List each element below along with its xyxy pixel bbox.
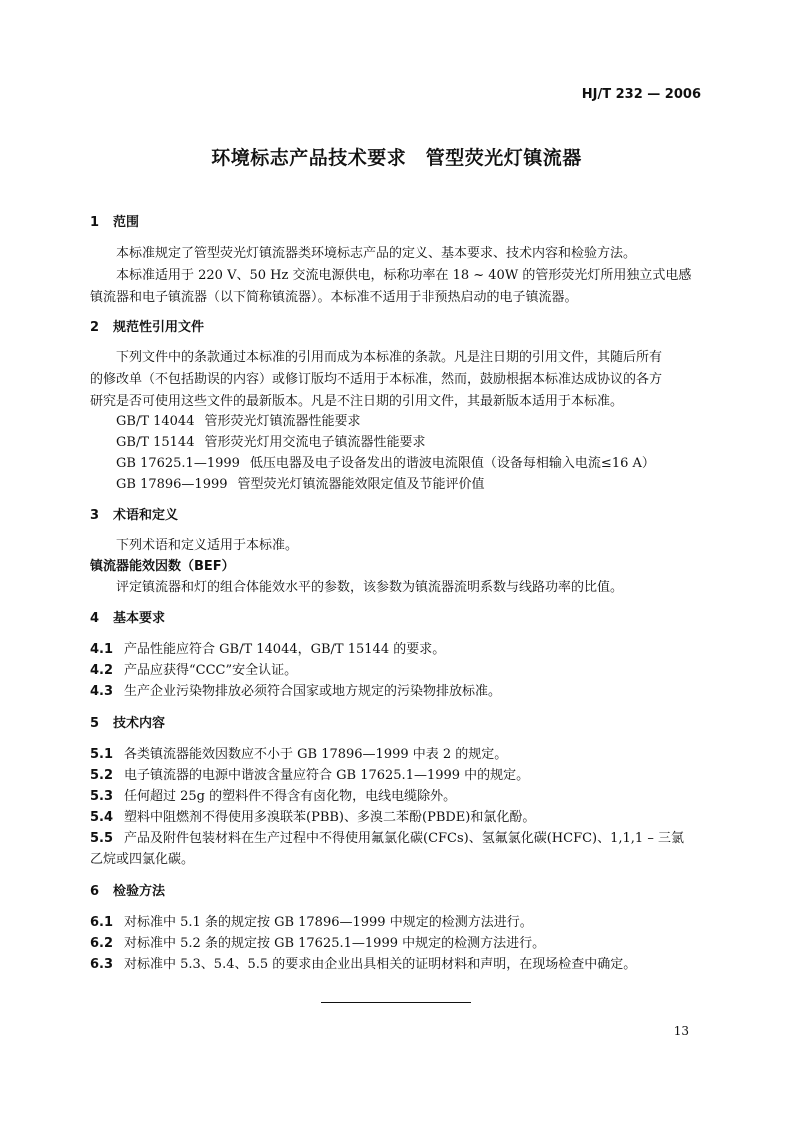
term-definition: 评定镇流器和灯的组合体能效水平的参数，该参数为镇流器流明系数与线路功率的比值。 bbox=[116, 580, 624, 595]
clause-number: 6.2 bbox=[90, 936, 114, 951]
page-number: 13 bbox=[673, 1024, 689, 1038]
clause-text: 各类镇流器能效因数应不小于 GB 17896—1999 中表 2 的规定。 bbox=[124, 747, 508, 762]
clause-text: 产品及附件包装材料在生产过程中不得使用氟氯化碳(CFCs)、氢氟氯化碳(HCFC)、1,1,1 – 三氯 bbox=[124, 831, 684, 846]
paragraph: 本标准规定了管型荧光灯镇流器类环境标志产品的定义、基本要求、技术内容和检验方法。 bbox=[116, 246, 637, 261]
reference-title: 管形荧光灯用交流电子镇流器性能要求 bbox=[204, 435, 426, 450]
clause-text: 对标准中 5.3、5.4、5.5 的要求由企业出具相关的证明材料和声明，在现场检查中确定。 bbox=[124, 957, 637, 972]
clause-item bbox=[90, 638, 445, 657]
clause-item bbox=[90, 953, 636, 972]
clause-item bbox=[90, 659, 297, 678]
section-4-heading bbox=[90, 607, 165, 626]
clause-item bbox=[90, 764, 529, 783]
clause-item bbox=[90, 932, 545, 951]
normative-reference bbox=[116, 452, 655, 471]
clause-number: 5.1 bbox=[90, 747, 114, 762]
normative-reference bbox=[116, 473, 485, 492]
normative-reference bbox=[116, 410, 361, 429]
clause-item bbox=[90, 680, 501, 699]
clause-number: 5.3 bbox=[90, 789, 114, 804]
section-1-heading bbox=[90, 211, 139, 230]
paragraph: 下列文件中的条款通过本标准的引用而成为本标准的条款。凡是注日期的引用文件，其随后所有 bbox=[116, 350, 663, 365]
section-number: 1 bbox=[90, 215, 100, 230]
reference-code: GB 17896—1999 bbox=[116, 477, 228, 492]
reference-code: GB 17625.1—1999 bbox=[116, 456, 240, 471]
paragraph: 本标准适用于 220 V、50 Hz 交流电源供电，标称功率在 18 ~ 40W 的管形荧光灯所用独立式电感 bbox=[116, 268, 692, 283]
clause-number: 5.2 bbox=[90, 768, 114, 783]
paragraph-continuation: 研究是否可使用这些文件的最新版本。凡是不注日期的引用文件，其最新版本适用于本标准。 bbox=[90, 394, 624, 409]
clause-text: 任何超过 25g 的塑料件不得含有卤化物，电线电缆除外。 bbox=[124, 789, 457, 804]
section-title: 范围 bbox=[113, 215, 140, 230]
section-title: 基本要求 bbox=[113, 611, 166, 626]
clause-item bbox=[90, 806, 535, 825]
reference-title: 管形荧光灯镇流器性能要求 bbox=[204, 414, 361, 429]
clause-number: 5.4 bbox=[90, 810, 114, 825]
clause-item bbox=[90, 911, 533, 930]
end-of-document-rule bbox=[321, 1002, 471, 1003]
section-title: 术语和定义 bbox=[113, 508, 179, 523]
clause-number: 4.2 bbox=[90, 663, 114, 678]
section-number: 6 bbox=[90, 884, 100, 899]
document-title: 环境标志产品技术要求 管型荧光灯镇流器 bbox=[211, 147, 582, 169]
reference-code: GB/T 15144 bbox=[116, 435, 195, 450]
paragraph-continuation: 镇流器和电子镇流器（以下简称镇流器）。本标准不适用于非预热启动的电子镇流器。 bbox=[90, 290, 578, 305]
section-number: 3 bbox=[90, 508, 100, 523]
clause-number: 6.1 bbox=[90, 915, 114, 930]
clause-number: 4.1 bbox=[90, 642, 114, 657]
reference-title: 管型荧光灯镇流器能效限定值及节能评价值 bbox=[237, 477, 485, 492]
section-title: 技术内容 bbox=[113, 716, 166, 731]
section-number: 2 bbox=[90, 320, 100, 335]
reference-code: GB/T 14044 bbox=[116, 414, 195, 429]
section-number: 5 bbox=[90, 716, 100, 731]
section-5-heading bbox=[90, 712, 165, 731]
clause-number: 4.3 bbox=[90, 684, 114, 699]
section-3-heading bbox=[90, 504, 178, 523]
clause-text: 产品应获得“CCC”安全认证。 bbox=[124, 663, 298, 678]
clause-text: 电子镇流器的电源中谐波含量应符合 GB 17625.1—1999 中的规定。 bbox=[124, 768, 530, 783]
clause-item bbox=[90, 827, 684, 846]
section-title: 规范性引用文件 bbox=[113, 320, 205, 335]
term-heading: 镇流器能效因数（BEF） bbox=[90, 559, 235, 574]
section-number: 4 bbox=[90, 611, 100, 626]
document-code: HJ/T 232 — 2006 bbox=[581, 87, 701, 102]
clause-text: 生产企业污染物排放必须符合国家或地方规定的污染物排放标准。 bbox=[124, 684, 502, 699]
clause-text: 产品性能应符合 GB/T 14044，GB/T 15144 的要求。 bbox=[124, 642, 446, 657]
section-6-heading bbox=[90, 880, 165, 899]
clause-number: 5.5 bbox=[90, 831, 114, 846]
paragraph: 下列术语和定义适用于本标准。 bbox=[116, 538, 299, 553]
clause-text: 对标准中 5.1 条的规定按 GB 17896—1999 中规定的检测方法进行。 bbox=[124, 915, 533, 930]
clause-continuation: 乙烷或四氯化碳。 bbox=[90, 852, 195, 867]
paragraph-continuation: 的修改单（不包括勘误的内容）或修订版均不适用于本标准，然而，鼓励根据本标准达成协议的各方 bbox=[90, 372, 663, 387]
clause-text: 塑料中阻燃剂不得使用多溴联苯(PBB)、多溴二苯酚(PBDE)和氯化酚。 bbox=[124, 810, 536, 825]
clause-item bbox=[90, 743, 507, 762]
section-2-heading bbox=[90, 316, 204, 335]
clause-item bbox=[90, 785, 456, 804]
clause-number: 6.3 bbox=[90, 957, 114, 972]
normative-reference bbox=[116, 431, 426, 450]
section-title: 检验方法 bbox=[113, 884, 166, 899]
reference-title: 低压电器及电子设备发出的谐波电流限值（设备每相输入电流≤16 A） bbox=[249, 456, 655, 471]
clause-text: 对标准中 5.2 条的规定按 GB 17625.1—1999 中规定的检测方法进行。 bbox=[124, 936, 546, 951]
